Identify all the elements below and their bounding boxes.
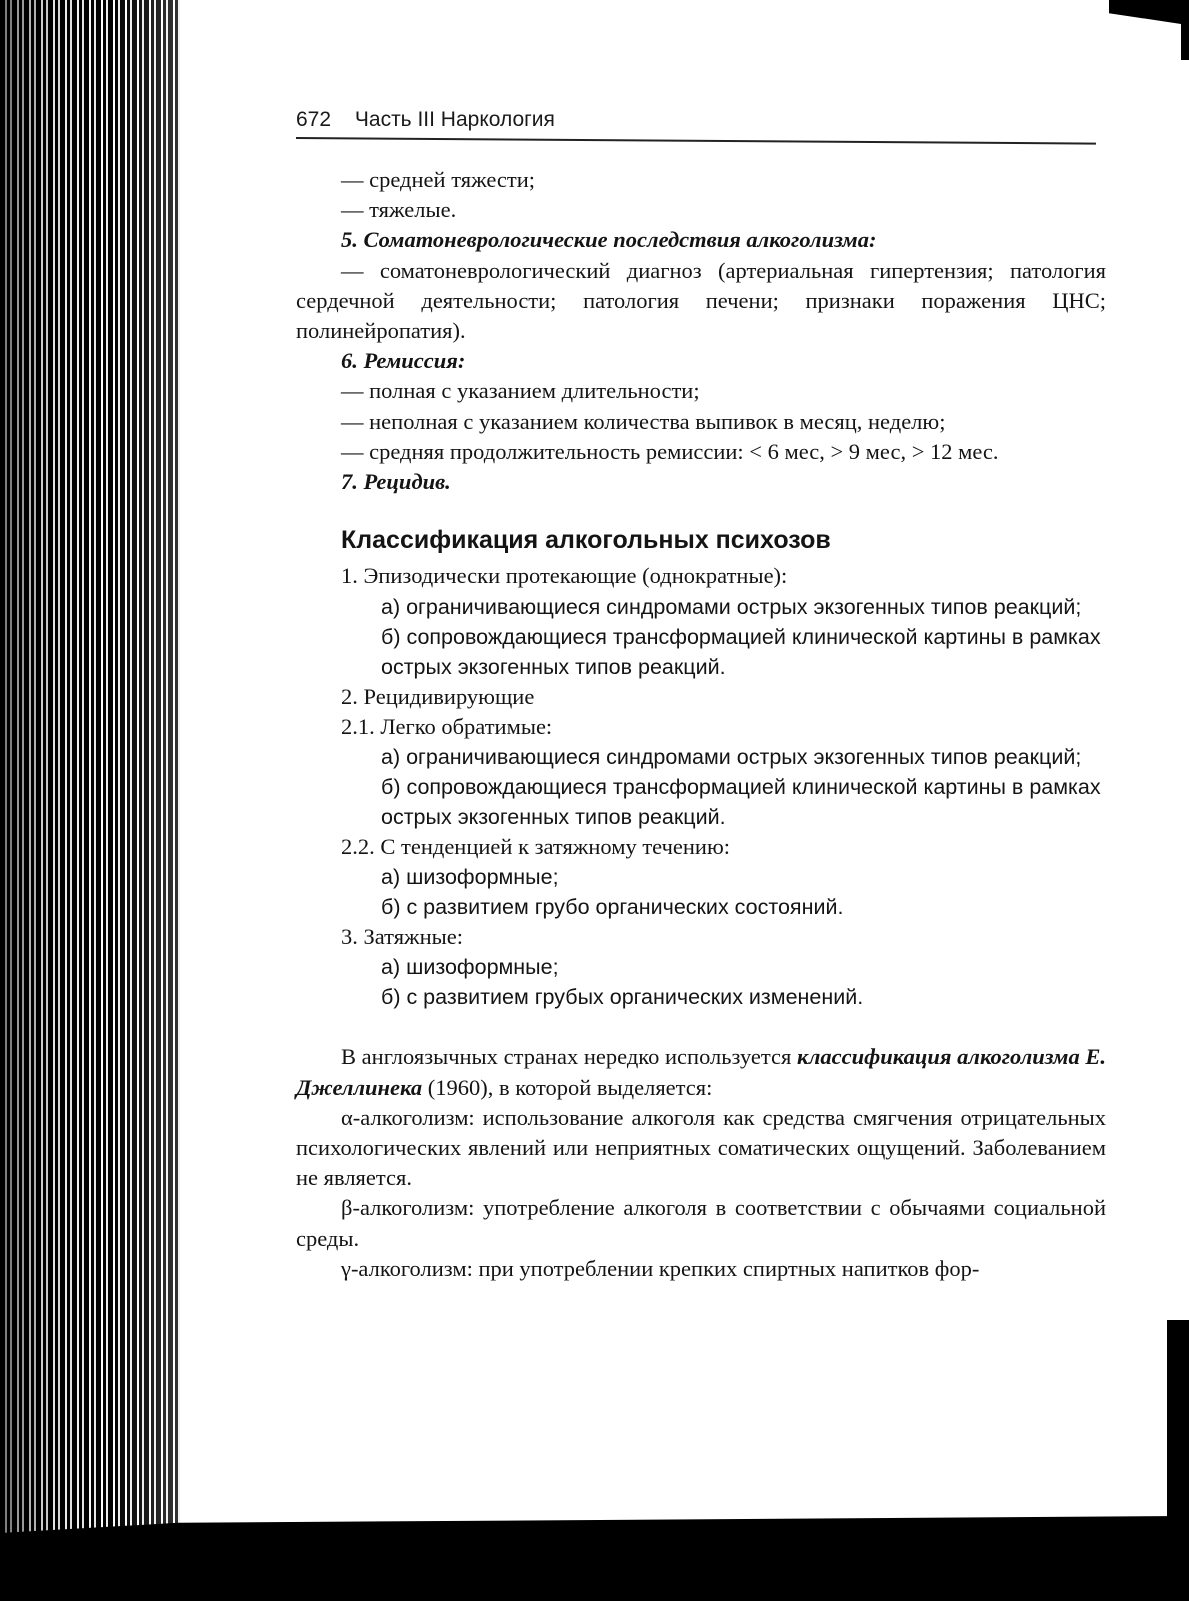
list-subitem: б) сопровождающиеся трансформацией клинической картины в рамках острых экзогенных типов реакций. bbox=[381, 624, 1101, 679]
list-item: 1. Эпизодически протекающие (однократные): bbox=[341, 563, 788, 589]
jellinek-intro bbox=[296, 1042, 1106, 1102]
book-page bbox=[178, 0, 1138, 1520]
list-subitem: а) шизоформные; bbox=[381, 955, 559, 980]
item-7-heading: 7. Рецидив. bbox=[341, 469, 451, 495]
header-rule bbox=[296, 137, 1096, 145]
page-edge-shadow bbox=[0, 0, 180, 1601]
list-item: 2.2. С тенденцией к затяжному течению: bbox=[341, 834, 731, 860]
list-subitem: б) с развитием грубо органических состояний. bbox=[381, 895, 844, 920]
list-item: 3. Затяжные: bbox=[341, 924, 464, 950]
jellinek-classification-term: классификация алкоголизма Е. Джеллинека bbox=[296, 1044, 1106, 1100]
severity-line-moderate: — средней тяжести; bbox=[341, 167, 535, 192]
jellinek-intro-post: (1960), в которой выделяется: bbox=[422, 1074, 713, 1100]
item-5-heading: 5. Соматоневрологические последствия алкоголизма: bbox=[341, 227, 877, 253]
scan-right-edge bbox=[1167, 1320, 1189, 1530]
gamma-alcoholism: γ-алкоголизм: при употреблении крепких спиртных напитков фор- bbox=[341, 1255, 980, 1281]
section-heading: Классификация алкогольных психозов bbox=[341, 526, 831, 555]
remission-full: — полная с указанием длительности; bbox=[341, 378, 700, 404]
list-item: 2.1. Легко обратимые: bbox=[341, 713, 553, 739]
list-subitem: а) шизоформные; bbox=[381, 865, 559, 890]
psychoses-classification-list bbox=[296, 561, 1106, 1012]
list-subitem: а) ограничивающиеся синдромами острых экзогенных типов реакций; bbox=[381, 594, 1082, 619]
running-head bbox=[296, 108, 555, 132]
alpha-alcoholism: α-алкоголизм: использование алкоголя как средства смягчения отрицательных психологических явлений или неприятных соматических ощущений. Заболеванием не является. bbox=[296, 1104, 1106, 1191]
page-number: 672 bbox=[296, 108, 332, 131]
severity-line-severe: — тяжелые. bbox=[341, 197, 457, 223]
jellinek-intro-pre: В англоязычных странах нередко используется bbox=[341, 1044, 798, 1070]
remission-partial: — неполная с указанием количества выпивок в месяц, неделю; bbox=[341, 408, 946, 434]
list-item: 2. Рецидивирующие bbox=[341, 683, 535, 709]
list-subitem: б) с развитием грубых органических изменений. bbox=[381, 985, 864, 1010]
list-subitem: б) сопровождающиеся трансформацией клинической картины в рамках острых экзогенных типов реакций. bbox=[381, 775, 1101, 830]
item-6-heading: 6. Ремиссия: bbox=[341, 348, 466, 374]
remission-duration: — средняя продолжительность ремиссии: < 6 мес, > 9 мес, > 12 мес. bbox=[341, 438, 999, 464]
scan-bottom-shadow bbox=[0, 1516, 1189, 1601]
item-5-text: — соматоневрологический диагноз (артериальная гипертензия; патология сердечной деятельности; патология печени; признаки поражения ЦНС; полинейропатия). bbox=[296, 257, 1106, 344]
paragraph-spacer bbox=[296, 1012, 1106, 1042]
running-title: Часть III Наркология bbox=[354, 108, 555, 131]
beta-alcoholism: β-алкоголизм: употребление алкоголя в соответствии с обычаями социальной среды. bbox=[296, 1195, 1106, 1251]
page-body bbox=[296, 165, 1106, 1284]
list-subitem: а) ограничивающиеся синдромами острых экзогенных типов реакций; bbox=[381, 745, 1082, 770]
